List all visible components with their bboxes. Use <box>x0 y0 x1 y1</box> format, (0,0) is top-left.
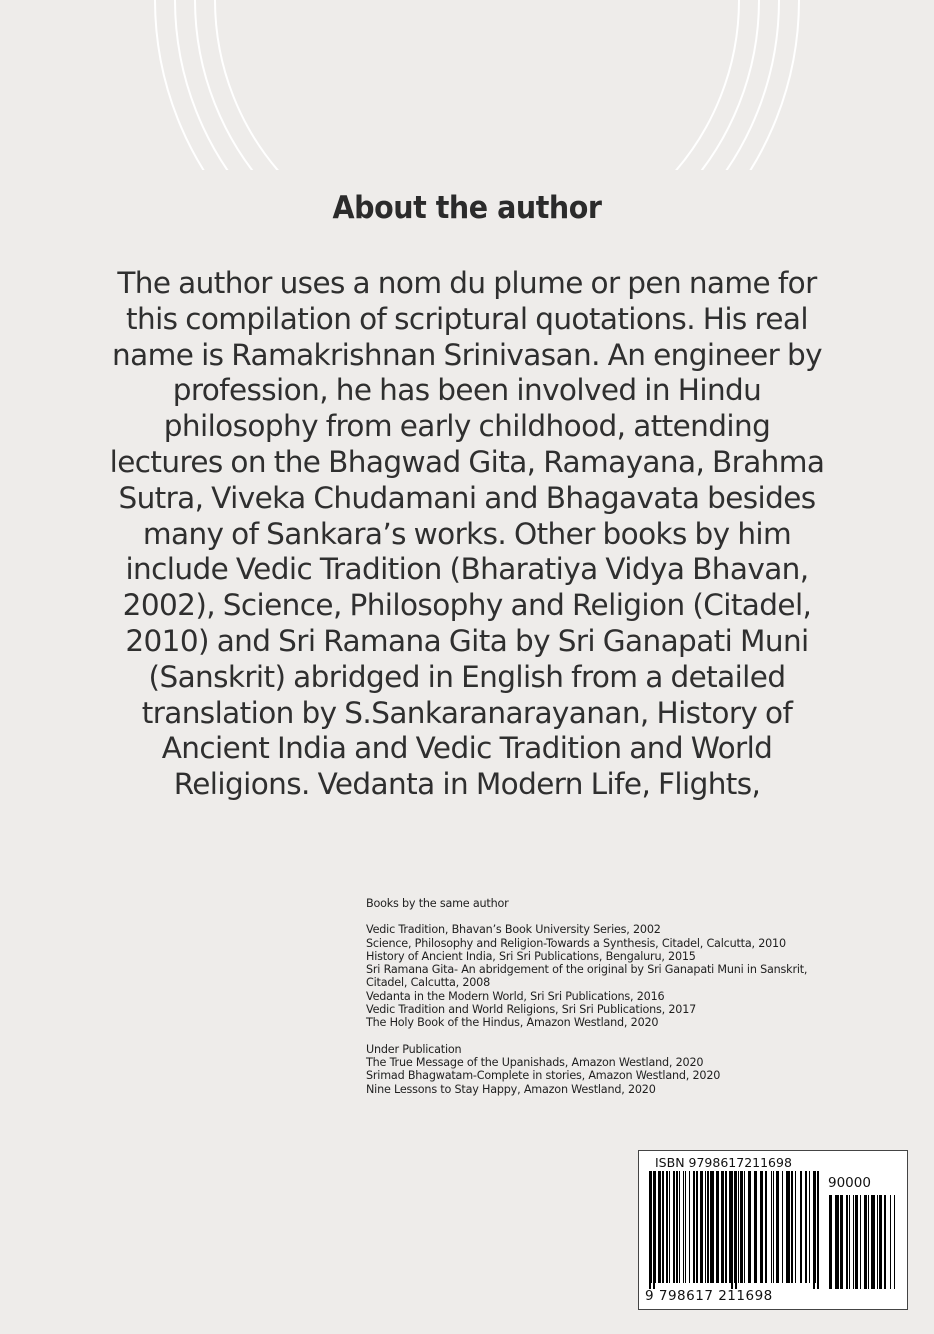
barcode-bar <box>740 1171 743 1283</box>
bio-line: many of Sankara’s works. Other books by him <box>142 516 792 551</box>
book-item: Citadel, Calcutta, 2008 <box>366 976 490 990</box>
barcode-bar <box>773 1171 774 1283</box>
barcode-bar <box>879 1195 882 1289</box>
barcode-bar <box>689 1171 690 1283</box>
barcode-bar <box>748 1171 751 1283</box>
barcode-bar <box>673 1171 675 1283</box>
book-item: The Holy Book of the Hindus, Amazon Westland, 2020 <box>366 1016 659 1030</box>
barcode-bar <box>729 1171 731 1283</box>
barcode-bar <box>738 1171 739 1283</box>
barcode-bar <box>786 1171 790 1283</box>
book-item: History of Ancient India, Sri Sri Publications, Bengaluru, 2015 <box>366 949 696 963</box>
barcode-bar <box>805 1171 807 1283</box>
bio-line: (Sanskrit) abridged in English from a detailed <box>148 659 786 694</box>
bio-line: profession, he has been involved in Hindu <box>172 373 762 408</box>
barcode-guard-bar <box>653 1171 655 1289</box>
barcode-bar <box>696 1171 698 1283</box>
bio-line: Ancient India and Vedic Tradition and World <box>161 731 773 766</box>
barcode-guard-bar <box>735 1171 737 1289</box>
barcode-bar <box>829 1195 832 1289</box>
upcoming-book-item: Srimad Bhagwatam-Complete in stories, Amazon Westland, 2020 <box>366 1069 721 1083</box>
barcode-bar <box>809 1171 810 1283</box>
price-code: 90000 <box>828 1175 871 1191</box>
barcode-bar <box>666 1171 668 1283</box>
barcode-bar <box>676 1171 678 1283</box>
barcode-bar <box>860 1195 861 1289</box>
isbn-label: ISBN 9798617211698 <box>655 1155 792 1170</box>
bio-line: 2010) and Sri Ramana Gita by Sri Ganapati Muni <box>125 623 809 658</box>
barcode-bar <box>771 1171 772 1283</box>
barcode-bar <box>760 1171 763 1283</box>
barcode-bar <box>658 1171 661 1283</box>
under-publication-heading: Under Publication <box>366 1042 462 1056</box>
isbn-barcode <box>638 1150 908 1310</box>
bio-line: philosophy from early childhood, attending <box>163 409 771 444</box>
barcode-bar <box>700 1171 703 1283</box>
barcode-bar <box>744 1171 745 1283</box>
book-item: Science, Philosophy and Religion-Towards a Synthesis, Citadel, Calcutta, 2010 <box>366 936 786 950</box>
barcode-bar <box>800 1171 802 1283</box>
barcode-bar <box>884 1195 886 1289</box>
barcode-bar <box>776 1171 779 1283</box>
barcode-bar <box>782 1171 783 1283</box>
bio-line: Sutra, Viveka Chudamani and Bhagavata besides <box>118 480 816 515</box>
upcoming-book-item: Nine Lessons to Stay Happy, Amazon Westland, 2020 <box>366 1082 656 1096</box>
barcode-bar <box>655 1171 656 1283</box>
bio-line: Religions. Vedanta in Modern Life, Flights, <box>173 767 761 802</box>
book-item: Sri Ramana Gita- An abridgement of the original by Sri Ganapati Muni in Sanskrit, <box>366 963 808 977</box>
barcode-bar <box>765 1171 767 1283</box>
bio-line: lectures on the Bhagwad Gita, Ramayana, Brahma <box>109 444 825 479</box>
barcode-bar <box>864 1195 867 1289</box>
bio-line: The author uses a nom du plume or pen name for <box>117 266 817 300</box>
barcode-bar <box>846 1195 848 1289</box>
barcode-bar <box>835 1195 839 1289</box>
isbn-digits: 9 798617 211698 <box>645 1288 773 1304</box>
decorative-arcs <box>0 0 934 170</box>
barcode-bar <box>721 1171 724 1283</box>
bio-line: 2002), Science, Philosophy and Religion (Citadel, <box>122 588 812 623</box>
barcode-guard-bar <box>813 1171 815 1289</box>
barcode-bar <box>855 1195 858 1289</box>
book-item: Vedanta in the Modern World, Sri Sri Publications, 2016 <box>366 989 665 1003</box>
barcode-bar <box>716 1171 719 1283</box>
bio-line: translation by S.Sankaranarayanan, History of <box>141 695 793 730</box>
bio-line: name is Ramakrishnan Srinivasan. An engineer by <box>112 337 822 372</box>
books-heading: Books by the same author <box>366 897 509 910</box>
barcode-bar <box>853 1195 854 1289</box>
book-item: Vedic Tradition and World Religions, Sri Sri Publications, 2017 <box>366 1003 697 1017</box>
barcode-bar <box>877 1195 878 1289</box>
bio-line: include Vedic Tradition (Bharatiya Vidya Bhavan, <box>125 552 809 587</box>
barcode-bar <box>693 1171 695 1283</box>
barcode-bar <box>669 1171 670 1283</box>
barcode-bar <box>849 1195 850 1289</box>
barcode-bar <box>662 1171 664 1283</box>
books-list <box>366 897 886 1096</box>
about-author-title: About the author <box>332 190 602 226</box>
barcode-bar <box>707 1171 709 1283</box>
barcode-bar <box>795 1171 796 1283</box>
barcode-bar <box>840 1195 843 1289</box>
barcode-bar <box>890 1195 891 1289</box>
book-item: Vedic Tradition, Bhavan’s Book University Series, 2002 <box>366 923 661 937</box>
barcode-bar <box>894 1195 895 1289</box>
barcode-bar <box>710 1171 714 1283</box>
barcode-bar <box>871 1195 875 1289</box>
barcode-bar <box>679 1171 680 1283</box>
author-bio <box>62 266 872 803</box>
barcode-bar <box>868 1195 869 1289</box>
barcode-bar <box>725 1171 727 1283</box>
barcode-guard-bar <box>731 1171 733 1289</box>
barcode-bar <box>705 1171 706 1283</box>
bio-line: this compilation of scriptural quotations. His real <box>126 301 808 336</box>
barcode-guard-bar <box>817 1171 819 1289</box>
barcode-guard-bar <box>649 1171 651 1289</box>
barcode-bar <box>754 1171 757 1283</box>
upcoming-book-item: The True Message of the Upanishads, Amazon Westland, 2020 <box>366 1055 704 1069</box>
barcode-bar <box>683 1171 684 1283</box>
barcode-bar <box>685 1171 686 1283</box>
barcode-bar <box>791 1171 793 1283</box>
